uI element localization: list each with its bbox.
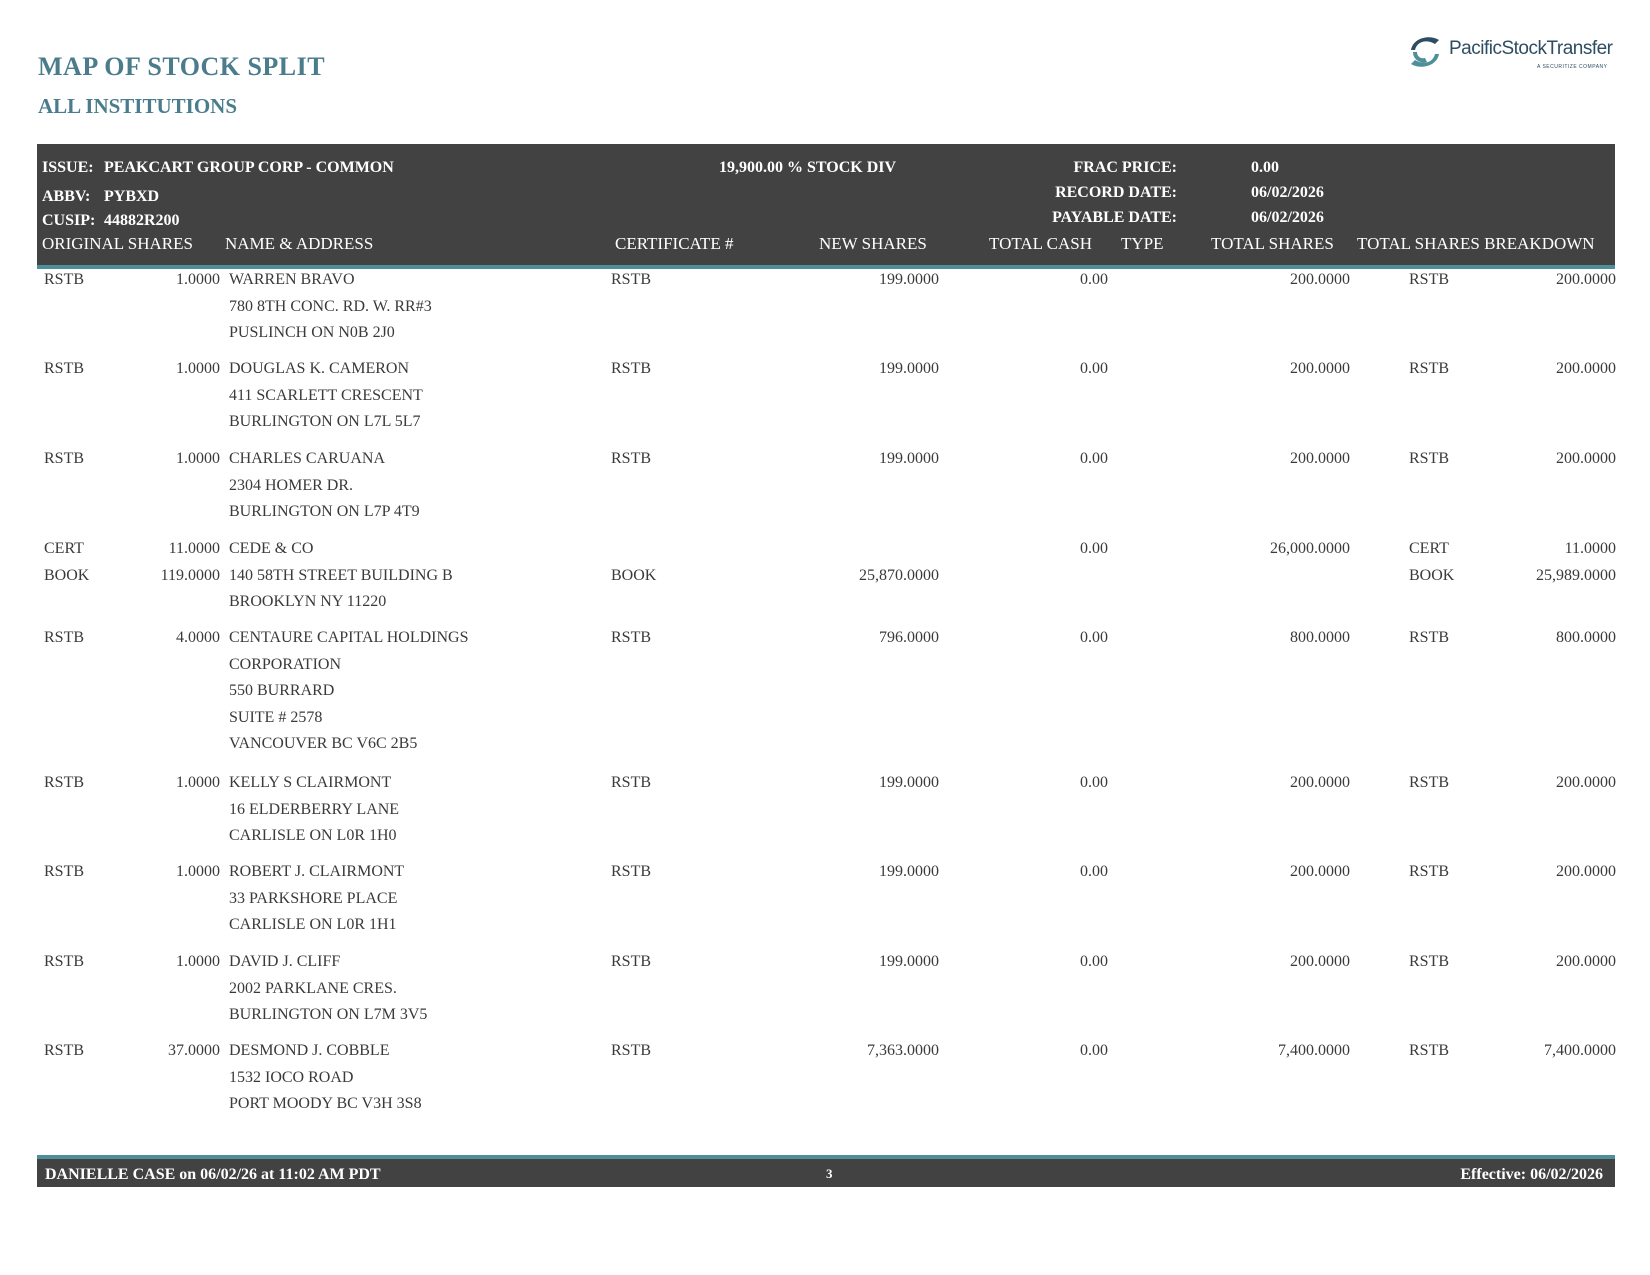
breakdown-type: RSTB: [1409, 271, 1450, 288]
cusip-label: CUSIP:: [42, 212, 96, 229]
name-address-line: 33 PARKSHORE PLACE: [229, 889, 398, 907]
col-new-shares: NEW SHARES: [819, 234, 927, 253]
original-shares: 11.0000: [168, 540, 220, 557]
issue-label: ISSUE:: [42, 159, 94, 176]
name-address-line: CARLISLE ON L0R 1H1: [229, 916, 397, 933]
name-address-line: 1532 IOCO ROAD: [229, 1068, 354, 1086]
total-shares: 7,400.0000: [1278, 1042, 1350, 1059]
name-address-line: BROOKLYN NY 11220: [229, 593, 387, 610]
breakdown-type: RSTB: [1409, 629, 1450, 646]
original-shares: 37.0000: [168, 1042, 220, 1059]
name-address-line: DOUGLAS K. CAMERON: [229, 360, 410, 377]
breakdown-type: CERT: [1409, 540, 1449, 557]
name-address-line: 550 BURRARD: [229, 682, 335, 699]
name-address-line: DESMOND J. COBBLE: [229, 1042, 390, 1059]
certificate-number: RSTB: [611, 360, 652, 377]
share-type: BOOK: [44, 566, 90, 584]
name-address-line: SUITE # 2578: [229, 708, 323, 726]
total-cash: 0.00: [1080, 629, 1108, 646]
share-type: RSTB: [44, 1042, 85, 1059]
name-address-line: PORT MOODY BC V3H 3S8: [229, 1095, 422, 1112]
col-name-address: NAME & ADDRESS: [225, 234, 374, 253]
new-shares: 199.0000: [879, 450, 939, 467]
total-shares: 200.0000: [1290, 271, 1350, 288]
new-shares: 25,870.0000: [859, 566, 939, 584]
total-cash: 0.00: [1080, 271, 1108, 288]
name-address-line: BURLINGTON ON L7M 3V5: [229, 1006, 428, 1023]
original-shares: 4.0000: [176, 629, 220, 646]
breakdown-type: RSTB: [1409, 450, 1450, 467]
swirl-logo-icon: [1405, 32, 1445, 72]
name-address-line: CHARLES CARUANA: [229, 450, 386, 467]
col-total-cash: TOTAL CASH: [989, 234, 1093, 253]
certificate-number: RSTB: [611, 774, 652, 791]
certificate-number: RSTB: [611, 271, 652, 288]
share-type: RSTB: [44, 629, 85, 646]
name-address-line: CORPORATION: [229, 655, 342, 673]
total-shares: 200.0000: [1290, 863, 1350, 880]
total-cash: 0.00: [1080, 774, 1108, 791]
frac-price-label: FRAC PRICE:: [1073, 159, 1177, 176]
issue-header: [37, 144, 1615, 269]
share-type: RSTB: [44, 450, 85, 467]
original-shares: 1.0000: [176, 271, 220, 288]
breakdown-value: 11.0000: [1564, 540, 1616, 557]
breakdown-value: 200.0000: [1556, 360, 1616, 377]
name-address-line: CARLISLE ON L0R 1H0: [229, 827, 397, 844]
certificate-number: RSTB: [611, 450, 652, 467]
col-certificate: CERTIFICATE #: [615, 234, 734, 253]
new-shares: 199.0000: [879, 863, 939, 880]
abbv-label: ABBV:: [42, 188, 91, 205]
name-address-line: ROBERT J. CLAIRMONT: [229, 863, 405, 880]
breakdown-type: RSTB: [1409, 1042, 1450, 1059]
name-address-line: 140 58TH STREET BUILDING B: [229, 566, 453, 584]
original-shares: 119.0000: [160, 566, 220, 584]
total-shares: 200.0000: [1290, 774, 1350, 791]
original-shares: 1.0000: [176, 863, 220, 880]
breakdown-value: 200.0000: [1556, 953, 1616, 970]
record-date-label: RECORD DATE:: [1055, 184, 1177, 201]
breakdown-value: 200.0000: [1556, 450, 1616, 467]
certificate-number: RSTB: [611, 629, 652, 646]
total-cash: 0.00: [1080, 450, 1108, 467]
payable-date-value: 06/02/2026: [1251, 209, 1324, 226]
total-shares: 800.0000: [1290, 629, 1350, 646]
logo-tagline: A SECURITIZE COMPANY: [1537, 64, 1608, 70]
name-address-line: 16 ELDERBERRY LANE: [229, 800, 400, 818]
col-type: TYPE: [1121, 234, 1164, 253]
original-shares: 1.0000: [176, 774, 220, 791]
breakdown-value: 200.0000: [1556, 774, 1616, 791]
breakdown-value: 200.0000: [1556, 271, 1616, 288]
breakdown-type: RSTB: [1409, 360, 1450, 377]
total-shares: 26,000.0000: [1270, 540, 1350, 557]
share-type: CERT: [44, 540, 84, 557]
breakdown-type: BOOK: [1409, 566, 1455, 584]
name-address-line: WARREN BRAVO: [229, 271, 355, 288]
col-breakdown: TOTAL SHARES BREAKDOWN: [1357, 234, 1595, 253]
original-shares: 1.0000: [176, 360, 220, 377]
new-shares: 199.0000: [879, 271, 939, 288]
name-address-line: 411 SCARLETT CRESCENT: [229, 386, 423, 404]
footer-page-number: 3: [826, 1166, 833, 1181]
name-address-line: 2002 PARKLANE CRES.: [229, 979, 397, 997]
original-shares: 1.0000: [176, 450, 220, 467]
frac-price-value: 0.00: [1251, 159, 1279, 176]
new-shares: 199.0000: [879, 774, 939, 791]
new-shares: 7,363.0000: [867, 1042, 939, 1059]
col-original-shares: ORIGINAL SHARES: [42, 234, 193, 253]
logo-name: PacificStockTransfer: [1449, 38, 1613, 59]
breakdown-value: 200.0000: [1556, 863, 1616, 880]
breakdown-value: 25,989.0000: [1536, 566, 1616, 584]
total-cash: 0.00: [1080, 1042, 1108, 1059]
footer-effective-date: Effective: 06/02/2026: [1460, 1166, 1603, 1183]
page-subtitle: ALL INSTITUTIONS: [38, 94, 237, 118]
name-address-line: PUSLINCH ON N0B 2J0: [229, 324, 395, 341]
record-date-value: 06/02/2026: [1251, 184, 1324, 201]
col-total-shares: TOTAL SHARES: [1211, 234, 1334, 253]
share-type: RSTB: [44, 953, 85, 970]
share-type: RSTB: [44, 271, 85, 288]
name-address-line: KELLY S CLAIRMONT: [229, 774, 392, 791]
abbv-value: PYBXD: [104, 188, 160, 205]
cusip-value: 44882R200: [104, 212, 180, 229]
total-cash: 0.00: [1080, 540, 1108, 557]
dividend-rate: 19,900.00 % STOCK DIV: [719, 159, 897, 176]
certificate-number: BOOK: [611, 566, 657, 584]
total-shares: 200.0000: [1290, 450, 1350, 467]
new-shares: 199.0000: [879, 953, 939, 970]
issue-value: PEAKCART GROUP CORP - COMMON: [104, 159, 394, 176]
name-address-line: DAVID J. CLIFF: [229, 953, 341, 970]
company-logo: [1405, 32, 1615, 74]
name-address-line: BURLINGTON ON L7P 4T9: [229, 503, 420, 520]
total-shares: 200.0000: [1290, 360, 1350, 377]
certificate-number: RSTB: [611, 953, 652, 970]
certificate-number: RSTB: [611, 863, 652, 880]
name-address-line: VANCOUVER BC V6C 2B5: [229, 735, 418, 752]
total-shares: 200.0000: [1290, 953, 1350, 970]
total-cash: 0.00: [1080, 360, 1108, 377]
new-shares: 199.0000: [879, 360, 939, 377]
footer-user: DANIELLE CASE on 06/02/26 at 11:02 AM PDT: [45, 1166, 381, 1183]
total-cash: 0.00: [1080, 953, 1108, 970]
breakdown-type: RSTB: [1409, 774, 1450, 791]
breakdown-type: RSTB: [1409, 863, 1450, 880]
name-address-line: 2304 HOMER DR.: [229, 476, 354, 494]
original-shares: 1.0000: [176, 953, 220, 970]
total-cash: 0.00: [1080, 863, 1108, 880]
breakdown-type: RSTB: [1409, 953, 1450, 970]
name-address-line: CEDE & CO: [229, 540, 314, 557]
share-type: RSTB: [44, 774, 85, 791]
share-type: RSTB: [44, 360, 85, 377]
page-footer: [37, 1155, 1615, 1187]
new-shares: 796.0000: [879, 629, 939, 646]
payable-date-label: PAYABLE DATE:: [1052, 209, 1177, 226]
share-type: RSTB: [44, 863, 85, 880]
name-address-line: CENTAURE CAPITAL HOLDINGS: [229, 629, 469, 646]
name-address-line: 780 8TH CONC. RD. W. RR#3: [229, 297, 432, 315]
certificate-number: RSTB: [611, 1042, 652, 1059]
name-address-line: BURLINGTON ON L7L 5L7: [229, 413, 421, 430]
breakdown-value: 800.0000: [1556, 629, 1616, 646]
breakdown-value: 7,400.0000: [1544, 1042, 1616, 1059]
page-title: MAP OF STOCK SPLIT: [38, 52, 326, 81]
